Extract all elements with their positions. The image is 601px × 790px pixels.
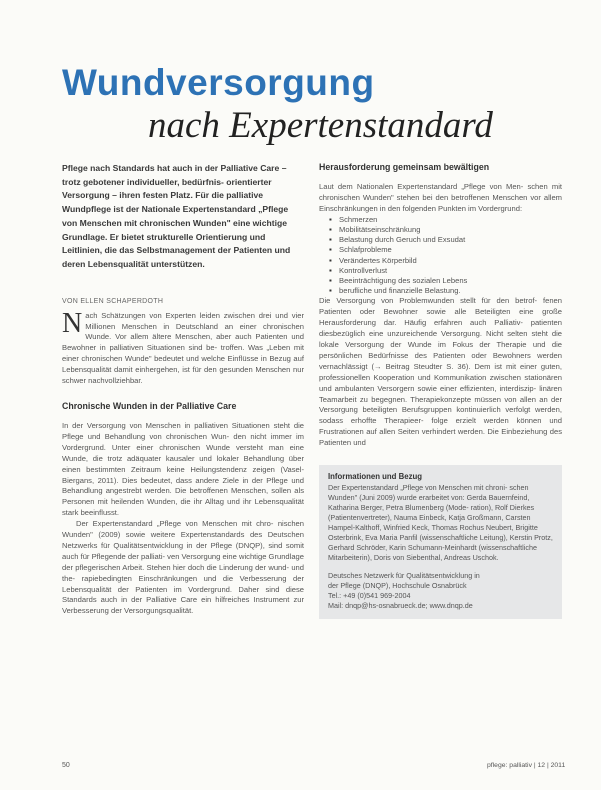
right-column bbox=[319, 162, 562, 619]
info-box-title: Informationen und Bezug bbox=[328, 472, 422, 482]
author-line: VON ELLEN SCHAPERDOTH bbox=[62, 297, 164, 305]
body-paragraph: Die Versorgung von Problemwunden stellt für den betrof- fenen Patienten oder Bewohner sowie alle Beteiligten eine große Herausforderung dar. Häufig erfahren auch Palliativ- patienten diesbezüglich eine unzureichende Versorgung. Nicht selten steht die lokale Versorgung der Wunde im Fokus der Therapie und die persönlichen Bedürfnisse des Patienten oder Bewohners werden vernachlässigt (→ Beitrag Steudter S. 36). Dem ist mit einer guten, professionellen Kooperation und Kommunikation zwischen stationären und ambulanten Versorgern sowie einer effizienten, interdiszip- linären Teamarbeit zu begegnen. Therapiekonzepte müssen von allen an der Versorgung beteiligten Berufsgruppen kontinuierlich verfolgt werden, sodass erhoffte Therapieer- folge erzielt werden können und Frustrationen auf allen Seiten verhindert werden. Die Einbeziehung des Patienten und bbox=[319, 296, 562, 448]
list-item: ▪ Verändertes Körperbild bbox=[329, 256, 562, 266]
intro-text: ach Schätzungen von Experten leiden zwischen drei und vier Millionen Menschen in Deutschland an einer chronischen Wunde. Vor allem ältere Menschen, aber auch Patienten und Bewohner in palliativen Situationen sind be- troffen. Was „Leben mit einer chronischen Wunde" bedeutet und welche Einflüsse in Bezug auf Lebensqualität damit einhergehen, ist für den gesunden Menschen nur schwer nachvollziehbar. bbox=[62, 310, 304, 386]
journal-footer: pflege: palliativ | 12 | 2011 bbox=[487, 762, 566, 769]
section-heading-chronic-wounds: Chronische Wunden in der Palliative Care bbox=[62, 400, 237, 411]
contact-line: Deutsches Netzwerk für Qualitätsentwicklung in bbox=[328, 571, 480, 581]
page-number: 50 bbox=[62, 762, 70, 769]
list-item: ▪ Schmerzen bbox=[329, 215, 562, 225]
list-item: ▪ Belastung durch Geruch und Exsudat bbox=[329, 235, 562, 245]
lead-paragraph: Pflege nach Standards hat auch in der Palliative Care – trotz gebotener individueller, bedürfnis- orientierter Versorgung – ihren festen Platz. Für die palliative Wundpflege ist der Nationale Expertenstandard „Pflege von Menschen mit chronischen Wunden" eine wichtige Grundlage. Er bietet strukturelle Orientierung und Leitlinien, die das Selbstmanagement der Patienten und deren Lebensqualität unterstützen. bbox=[62, 163, 291, 269]
intro-paragraph bbox=[62, 307, 304, 387]
list-item: ▪ Schlafprobleme bbox=[329, 245, 562, 255]
drop-cap: N bbox=[62, 307, 83, 339]
info-box bbox=[319, 465, 562, 619]
contact-phone: Tel.: +49 (0)541 969-2004 bbox=[328, 591, 411, 601]
body-paragraph: Laut dem Nationalen Expertenstandard „Pflege von Men- schen mit chronischen Wunden" stehen bei den betroffenen Menschen vor allem Einschränkungen in den folgenden Punkten im Vordergrund: bbox=[319, 182, 562, 213]
list-item: ▪ Beeinträchtigung des sozialen Lebens bbox=[329, 276, 562, 286]
list-item: ▪ Mobilitätseinschränkung bbox=[329, 225, 562, 235]
info-box-text: Der Expertenstandard „Pflege von Menschen mit chroni- schen Wunden" (Juni 2009) wurde erarbeitet von: Gerda Bauernfeind, Katharina Berger, Petra Blumenberg (Mode- ration), Rolf Dierkes (Patientenvertreter), Nauma Einbeck, Katja Großmann, Carsten Hampel-Kalthoff, Winfried Keck, Thomas Rochus Neubert, Brigitte Osterbrink, Eva Maria Panfil (wissenschaftliche Leitung), Kerstin Protz, Gerhard Schröder, Karin Schumann-Meinhardt (wissenschaftliche Mitarbeiterin), Doris von Siebenthal, Andreas Uschok. bbox=[328, 483, 553, 563]
section-heading-challenge: Herausforderung gemeinsam bewältigen bbox=[319, 162, 490, 172]
contact-line: der Pflege (DNQP), Hochschule Osnabrück bbox=[328, 581, 467, 591]
contact-block bbox=[328, 571, 554, 611]
list-item: ▪ Kontrollverlust bbox=[329, 266, 562, 276]
article-title: Wundversorgung bbox=[62, 62, 375, 103]
left-column bbox=[62, 162, 304, 617]
body-paragraph: Der Expertenstandard „Pflege von Menschen mit chro- nischen Wunden" (2009) sowie weitere Expertenstandards des Deutschen Netzwerks für Qualitätsentwicklung in der Pflege (DNQP), sind somit auch für Pflegende der palliati- ven Versorgung eine wichtige Grundlage der pflegerischen Arbeit. Stehen hier doch die Linderung der wund- und the- rapiebedingten Einschränkungen und die Verbesserung der Lebensqualität der Patienten im Vordergrund. Daher sind diese Standards auch in der Palliative Care ein hilfreiches Instrument zur Verbesserung der Versorgungsqualität. bbox=[62, 519, 304, 616]
contact-email-link[interactable]: Mail: dnqp@hs-osnabrueck.de; www.dnqp.de bbox=[328, 601, 473, 611]
body-paragraph: In der Versorgung von Menschen in palliativen Situationen steht die Pflege und Behandlung von chronischen Wun- den nicht immer im Vordergrund. Unter einer chronischen Wunde versteht man eine Wunde, die trotz adäquater kausaler und lokaler Behandlung über einen bestimmten Zeitraum keine Heilungstendenz zeigen (Vasel-Biergans, 2011). Dies bedeutet, dass andere Ziele in der Pflege und Behandlung angestrebt werden. Die betroffenen Menschen, sollen als Personen mit heilenden Wunden, die ihr Alltag und ihr Lebensqualität stark beeinflusst. bbox=[62, 420, 304, 518]
impairment-list bbox=[329, 215, 562, 297]
list-item: ▪ berufliche und finanzielle Belastung. bbox=[329, 286, 562, 296]
article-subtitle: nach Expertenstandard bbox=[148, 105, 493, 146]
